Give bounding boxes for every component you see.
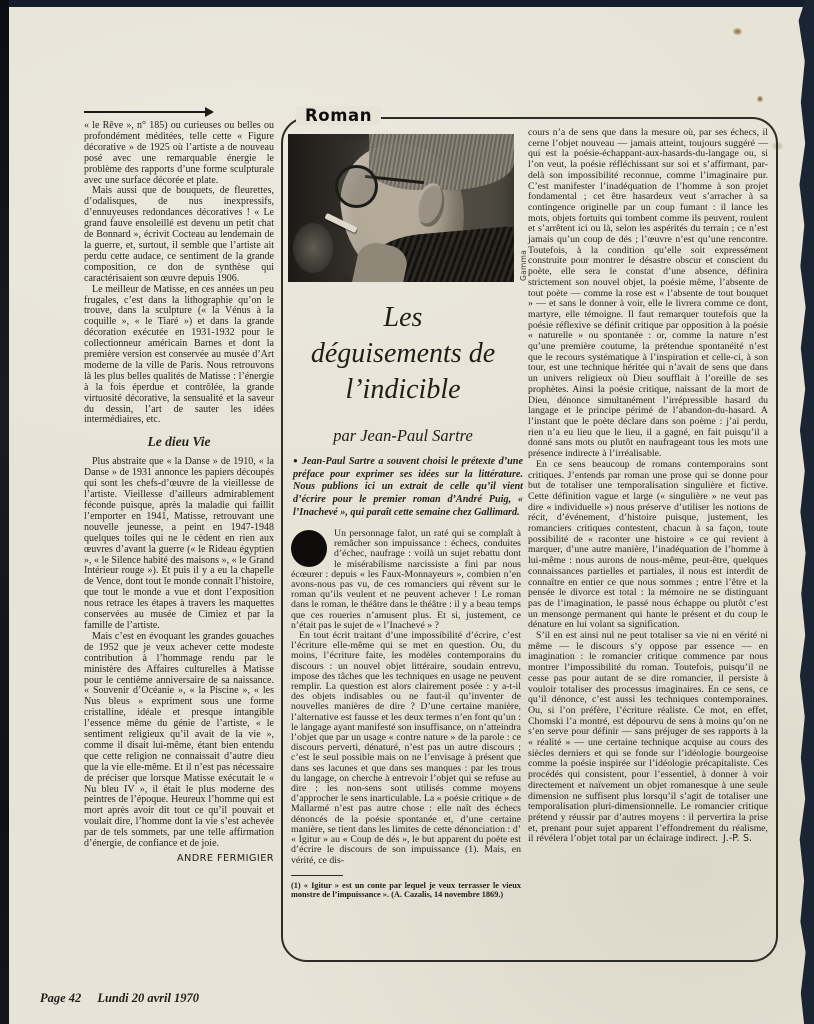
foxing-spot bbox=[733, 28, 742, 35]
feature-column-1 bbox=[291, 529, 521, 899]
article-paragraph: Le meilleur de Matisse, en ces années un peu frugales, c’est dans la lithographie qu’on le trouve, dans la sculpture (« la Vénus à la coquille », « le Tiaré ») et dans la grande décoration exécutée en 1931-1932 pour le collectionneur américain Barnes et dont la première version est conservée au musée d’Art moderne de la ville de Paris. Nous retrouvons là les plus belles qualités de Matisse : l’énergie à la fois éperdue et contrôlée, la grande virtuosité décorative, la sensualité et la saveur du dessin, l’art de sauter les idées intermédiaires, etc. bbox=[84, 283, 274, 426]
article-paragraph: Mais c’est en évoquant les grandes gouaches de 1952 que je veux achever cette modeste contribution à l’hommage rendu par le ministère des Affaires culturelles à Matisse pour le centième anniversaire de sa naissance. « Souvenir d’Océanie », « la Piscine », « les Nus bleus » expriment sous une forme cristalline, idéale et presque intangible l’essence même du génie de l’artiste, « le sentiment religieux qu’il avait de la vie », comme il disait lui-même, étant bien entendu que cette religion ne connaissait d’autre dieu que la vie elle-même. Et il n’est pas nécessaire de préciser que lorsque Matisse exécutait le « Nu bleu IV », il était le plus moderne des peintres de l’époque. Heureux l’homme qui est mort après avoir dit tout ce qu’il pouvait et voulait dire, l’homme dont la vie s’est achevée par de tels sommets, par une telle affirmation d’énergie, de confiance et de joie. bbox=[84, 630, 274, 850]
feature-box-content bbox=[283, 119, 776, 960]
foxing-spot bbox=[757, 96, 763, 102]
title-line: l’indicible bbox=[345, 374, 461, 405]
scan-top-edge bbox=[0, 0, 814, 7]
photo-credit: Gamma bbox=[519, 249, 528, 281]
article-paragraph: Un personnage falot, un raté qui se complaît à remâcher son impuissance : échecs, conduites d’échec, naufrage : voilà un sujet rebattu dont le misérabilisme narcissiste a fini par nous écœurer : depuis « les Faux-Monnayeurs », combien n’en avons-nous pas vu, de ces romanciers qui rêvent sur le roman qu’ils veulent et ne peuvent achever ! Le roman dans le roman, le théâtre dans le théâtre : il y a beau temps que ces roueries n’amusent plus. Et si, justement, ce n’était pas le sujet de « l’Inachevé » ? bbox=[291, 528, 521, 631]
article-paragraph: S’il en est ainsi nul ne peut totaliser sa vie ni en vérité ni même — le discours s’y oppose par essence — en imagination : le romancier critique commence par nous montrer l’impossibilité du roman. Toutefois, puisqu’il ne cesse pas pour autant de se dire romancier, il persiste à vouloir totaliser des processus imaginaires. En ce sens, ce qu’il dénonce, c’est aussi les techniques contemporaines. Ou, si l’on préfère, l’écriture réaliste. Ce mot, en effet, Chomski l’a montré, est dépourvu de sens à moins qu’on ne s’en serve pour définir — sans préjuger de ses rapports à la « réalité » — une certaine technique acquise au cours des siècles derniers et qui se fonde sur l’idéologie bourgeoise comme la poésie inspirée sur l’idéologie précapitaliste. Ces procédés qui consistent, pour l’essentiel, à donner à voir directement et naïvement un objet romanesque à une seule dimension ne suffisent plus lorsqu’il s’agit de totaliser une temporalisation pluri-dimensionnelle. Le romancier critique prétend y réussir par d’autres moyens : il pervertira la prise et, prenant pour sujet apparent l’effondrement du réalisme, il révélera l’objet total par un éclairage indirect. bbox=[528, 630, 768, 845]
torn-paper-edge bbox=[792, 0, 814, 1024]
title-line: Les bbox=[383, 302, 423, 333]
section-heading: Le dieu Vie bbox=[147, 434, 211, 450]
editorial-intro bbox=[293, 455, 523, 520]
article-paragraph: Mais aussi que de bouquets, de fleurettes, d’odalisques, de nus inexpressifs, d’ennuyeuses redondances décoratives ! « Le grand fauve ensoleillé est devenu un petit chat de Bonnard », écrivit Cocteau au lendemain de la guerre, et, surtout, il semble que l’artiste ait perdu cette audace, ce sentiment de la grande composition, ce don de synthèse qui caractérisaient son œuvre depuis 1906. bbox=[84, 185, 274, 284]
article-paragraph: Plus abstraite que « la Danse » de 1910, « la Danse » de 1931 annonce les papiers découpés qui sont les chefs-d’œuvre de la vieillesse de l’artiste. Vieillesse d’ailleurs admirablement féconde puisque, après la maladie qui faillit l’emporter en 1941, Matisse, retrouvant une nouvelle jeunesse, a peint en 1947-1948 quelques toiles qui ne le cèdent en rien aux œuvres d’avant la guerre (« le Rideau égyptien », « le Silence habité des maisons », « le Grand Intérieur rouge »). Et puis il y a eu la chapelle de Vence, dont tout le monde connaît l’histoire, que tout le monde a vue et dont l’exposition nous retrace les étapes à travers les maquettes conservées au musée de Cimiez et par la famille de l’artiste. bbox=[84, 456, 274, 631]
article-title bbox=[283, 300, 523, 408]
title-line: déguisements de bbox=[310, 338, 496, 369]
article-paragraph: En ce sens beaucoup de romans contemporains sont critiques. J’entends par roman une prose qui se donne pour but de totaliser une temporalisation singulière et fictive. Cette définition vague et large (« singulière » ne veut pas dire « individuelle ») nous préserve d’utiliser les notions de récit, d’événement, d’histoire puisque, justement, les romanciers critiques contestent, chacun à sa façon, toute possibilité de « raconter une histoire » ce qui revient à marquer, d’une autre manière, l’inadéquation de l’homme à lui-même : nous aurons de nous-même, peut-être, quelques connaissances partielles et partiales, il nous est interdit de connaître en entier ce que nous sommes ; entre l’être et la pensée le divorce est total : la mémoire ne se distinguant pas de l’imagination, le passé nous échappe ou plutôt c’est un mensonge permanent qui hante le présent et du coup le dénature en lui volant sa signification. bbox=[528, 458, 768, 631]
article-paragraph: « le Rêve », n° 185) ou curieuses ou belles ou profondément méditées, telle cette « Figure décorative » de 1925 où l’artiste a de nouveau posé avec une remarquable énergie le problème des rapports d’une forme sculpturale avec une surface décorée et plate. bbox=[84, 120, 274, 186]
bullet-icon: ● bbox=[293, 456, 299, 465]
arrow-right-icon bbox=[84, 111, 206, 113]
author-initials: J.-P. S. bbox=[723, 833, 752, 845]
issue-date: Lundi 20 avril 1970 bbox=[97, 991, 200, 1005]
byline: par Jean-Paul Sartre bbox=[333, 426, 473, 445]
intro-text: Jean-Paul Sartre a souvent choisi le prétexte d’une préface pour exprimer ses idées sur la littérature. Nous publions ici un extrait de celle qu’il vient d’écrire pour le premier roman d’André Puig, « l’Inachevé », qui paraît cette semaine chez Gallimard. bbox=[293, 456, 523, 518]
left-article-column bbox=[84, 111, 274, 864]
scan-left-edge bbox=[0, 0, 9, 1024]
glasses-icon bbox=[335, 165, 377, 208]
drop-cap-ornament bbox=[291, 530, 327, 567]
section-kicker: Roman bbox=[296, 106, 381, 125]
page-footer bbox=[40, 991, 199, 1006]
author-signature: ANDRE FERMIGIER bbox=[176, 853, 274, 864]
article-paragraph: cours n’a de sens que dans la mesure où, par ses échecs, il cerne l’objet nouveau — jamais atteint, toujours suggéré — qui est la poésie-échappant-aux-hasards-du-langage ou, si l’on veut, la poésie réfléchissant sur soi et s’affirmant, par-delà son impossibilité reconnue, comme l’imaginaire pur. C’est manifester l’inadéquation de l’homme à son projet fondamental ; cet être hasardeux veut s’arracher à sa contingence originelle par un coup fumant : il lance les mots, objets fortuits qui tombent comme ils peuvent, roulent et s’arrêtent ici ou là, selon les aspérités du terrain ; ce n’est jamais qu’un coup de dés ; l’œuvre n’est qu’une rencontre. Toutefois, à la condition qu’elle soit expressément construite pour montrer le désastre obscur et conscient du poète, elle sera le constat d’une absence, définira strictement son nouvel objet, la poésie même, l’absente de tout poète — comme la rose est « l’absente de tout bouquet » — et sans le donner à voir, elle le livrera comme ce dont, martyre, elle témoigne. Il faut remarquer toutefois que la poésie réflexive se définit critique par opposition à la poésie « naturelle » ou spontanée : or, comme la nature n’est qu’une première coutume, la prétendue spontanéité n’est que le recours systématique à l’inspiration et celle-ci, à son tour, est une technique héritée qui n’avait de sens que dans un univers religieux où Dieu soufflait à l’oreille de ses prophètes. Ainsi la poésie critique, naissant de la mort de Dieu, dénonce simultanément l’irrépressible hasard du langage et le principe périmé de l’abandon-du-hasard. A l’instant que le poète déclare dans son poème : j’ai perdu, rien n’a eu lieu que le lieu, il a gagné, en fait puisqu’il a donné sans mots ou plutôt en naufrageant tous les mots une présence indirecte à l’irréalisable. bbox=[528, 127, 768, 460]
page-number: Page 42 bbox=[40, 991, 82, 1005]
roman-feature-box bbox=[281, 106, 778, 962]
sartre-photo bbox=[288, 134, 514, 282]
footnote: (1) « Igitur » est un conte par lequel je veux terrasser le vieux monstre de l’impuissance ». (A. Cazalis, 14 novembre 1869.) bbox=[291, 880, 521, 899]
footnote-rule bbox=[291, 875, 343, 876]
photo-hair bbox=[369, 134, 514, 190]
article-paragraph: En tout écrit traitant d’une impossibilité d’écrire, c’est l’écriture elle-même qui se met en question. Ou, du moins, l’écriture faite, les modèles contemporains du discours : un nouvel objet littéraire, soudain entrevu, impose des tâches que les techniques en usage ne peuvent remplir. La question est alors clairement posée : y a-t-il des objets indisables ou ne faut-il qu’inventer de nouvelles manières de dire ? D’une certaine manière, l’alternative est fausse et les deux termes n’en font qu’un : le langage ayant manifesté son insuffisance, on n’atteindra l’objet que par un usage « contre nature » de la parole : ce discours perverti, dénaturé, n’est pas un autre discours ; c’est le seul possible mais on ne l’envisage à présent que dans ses lacunes et que dans ses manques : par les trous du langage, on cherche à entrevoir l’objet qui se refuse au dire ; les non-sens sont utilisés comme moyens d’approcher le sens inarticulable. La « poésie critique » de Mallarmé n’est pas autre chose : elle naît des échecs dénoncés de la poésie spontanée et, d’une certaine manière, se tient dans les limites de cette dénonciation : d’ « Igitur » au « Coup de dés », le but apparent du poète est d’écrire le discours de son impuissance (1). Mais, en vérité, ce dis- bbox=[291, 630, 521, 866]
photo-background bbox=[293, 223, 334, 273]
feature-column-2 bbox=[528, 128, 768, 845]
